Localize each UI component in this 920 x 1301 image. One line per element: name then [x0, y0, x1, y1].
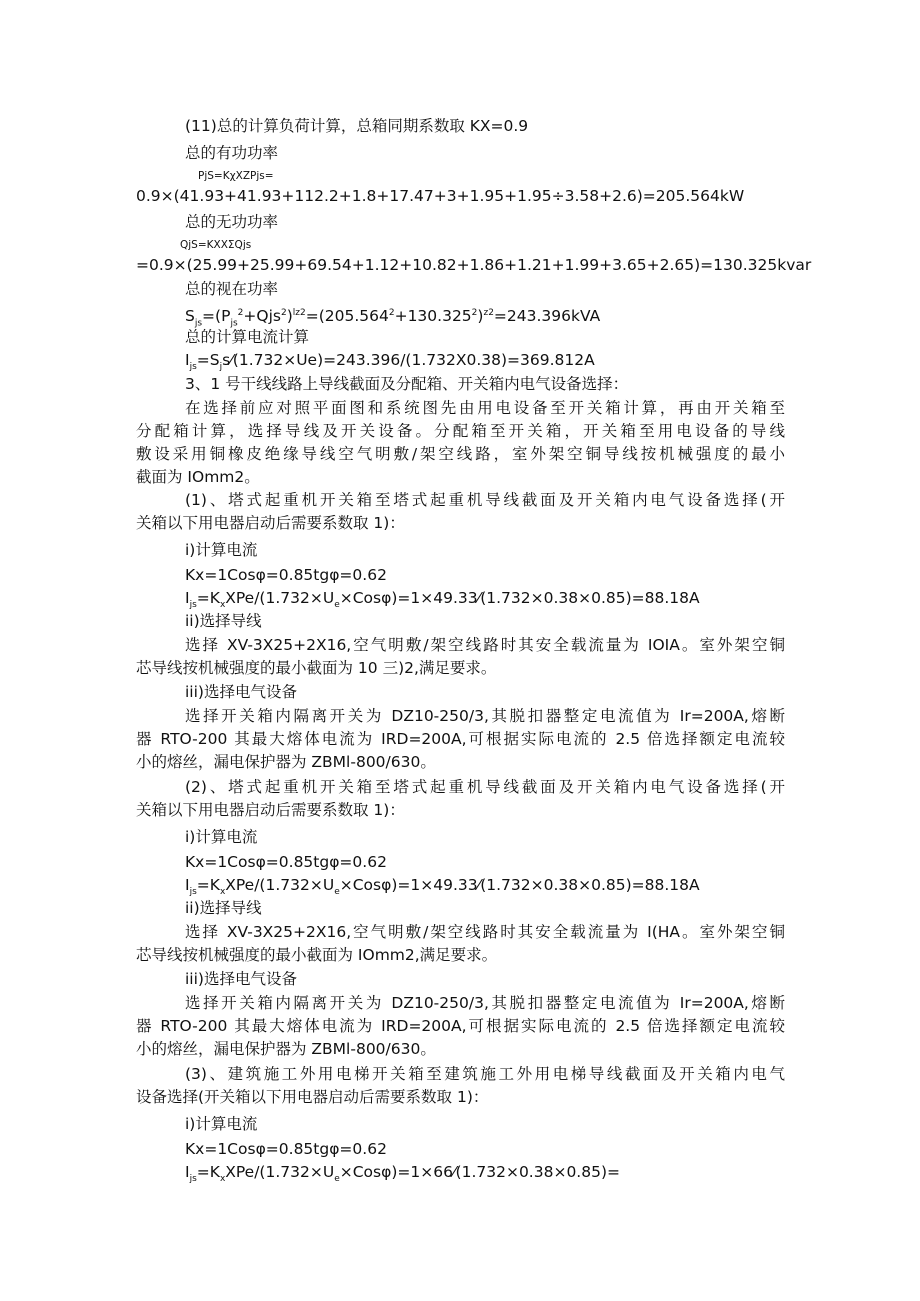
paragraph-line: 选择 XV-3X25+2X16,空气明敷/架空线路时其安全载流量为 I(HA。室外架空铜: [185, 923, 785, 941]
paragraph-line: 总的无功功率: [185, 213, 279, 231]
formula-line: 0.9×(41.93+41.93+112.2+1.8+17.47+3+1.95+1.95÷3.58+2.6)=205.564kW: [136, 187, 745, 205]
step-heading: ii)选择导线: [185, 899, 262, 917]
formula-line: $I_{js}=K_xXPe/(1.732\times U_e\times Cos\varphi)=1\times 49.33⁄(1.732\times 0.38\times 0.85)=88.18A$: [185, 876, 700, 898]
paragraph-line: 芯导线按机械强度的最小截面为 10 三)2,满足要求。: [136, 659, 497, 677]
item-heading: (2)、塔式起重机开关箱至塔式起重机导线截面及开关箱内电气设备选择(开: [185, 778, 785, 796]
paragraph-line: 在选择前应对照平面图和系统图先由用电设备至开关箱计算，再由开关箱至: [185, 399, 785, 417]
formula-line: $I_{js}=S_js⁄(1.732\times Ue)=243.396/(1.732X0.38)=369.812A$: [185, 351, 595, 373]
formula-line: $I_{js}=K_xXPe/(1.732\times U_e\times Cos\varphi)=1\times 66⁄(1.732\times 0.38\times 0.85)=$: [185, 1163, 620, 1185]
step-heading: iii)选择电气设备: [185, 683, 297, 701]
paragraph-line: 总的视在功率: [185, 280, 279, 298]
item-heading: 关箱以下用电器启动后需要系数取 1)：: [136, 514, 405, 532]
step-heading: i)计算电流: [185, 541, 258, 559]
step-heading: i)计算电流: [185, 828, 258, 846]
formula-line: Kx=1Cosφ=0.85tgφ=0.62: [185, 566, 387, 584]
paragraph-line: 器 RTO-200 其最大熔体电流为 IRD=200A,可根据实际电流的 2.5 倍选择额定电流较: [136, 1017, 785, 1035]
paragraph-line: 器 RTO-200 其最大熔体电流为 IRD=200A,可根据实际电流的 2.5 倍选择额定电流较: [136, 730, 785, 748]
formula-line: $S_{js}=(P_{js}^2+Qjs^2)^{lz2}=(205.564^2+130.325^2)^{z2}=243.396kVA$: [185, 307, 601, 329]
formula-line: =0.9×(25.99+25.99+69.54+1.12+10.82+1.86+1.21+1.99+3.65+2.65)=130.325kvar: [136, 256, 812, 274]
formula-label: PjS=KχXZPjs=: [198, 170, 274, 182]
paragraph-line: 总的计算电流计算: [185, 328, 310, 346]
paragraph-line: 分配箱计算，选择导线及开关设备。分配箱至开关箱，开关箱至用电设备的导线: [136, 422, 785, 440]
item-heading: 关箱以下用电器启动后需要系数取 1)：: [136, 801, 405, 819]
item-heading: (3)、建筑施工外用电梯开关箱至建筑施工外用电梯导线截面及开关箱内电气: [185, 1065, 785, 1083]
item-heading: (1)、塔式起重机开关箱至塔式起重机导线截面及开关箱内电气设备选择(开: [185, 491, 785, 509]
formula-line: Kx=1Cosφ=0.85tgφ=0.62: [185, 853, 387, 871]
paragraph-line: 小的熔丝，漏电保护器为 ZBMl-800/630。: [136, 753, 436, 771]
formula-line: $I_{js}=K_xXPe/(1.732\times U_e\times Cos\varphi)=1\times 49.33⁄(1.732\times 0.38\times 0.85)=88.18A$: [185, 589, 700, 611]
step-heading: ii)选择导线: [185, 612, 262, 630]
item-heading: 设备选择(开关箱以下用电器启动后需要系数取 1)：: [136, 1088, 489, 1106]
paragraph-line: 总的有功功率: [185, 144, 279, 162]
step-heading: iii)选择电气设备: [185, 970, 297, 988]
step-heading: i)计算电流: [185, 1115, 258, 1133]
paragraph-line: 小的熔丝，漏电保护器为 ZBMl-800/630。: [136, 1040, 436, 1058]
paragraph-line: (11)总的计算负荷计算，总箱同期系数取 KX=0.9: [185, 117, 529, 135]
paragraph-line: 选择开关箱内隔离开关为 DZ10-250/3,其脱扣器整定电流值为 Ir=200A,熔断: [185, 994, 785, 1012]
paragraph-line: 芯导线按机械强度的最小截面为 IOmm2,满足要求。: [136, 946, 498, 964]
formula-label: QjS=KXXΣQjs: [180, 239, 252, 251]
section-heading: 3、1 号干线线路上导线截面及分配箱、开关箱内电气设备选择：: [185, 375, 629, 393]
paragraph-line: 截面为 IOmm2。: [136, 468, 260, 486]
paragraph-line: 敷设采用铜橡皮绝缘导线空气明敷/架空线路，室外架空铜导线按机械强度的最小: [136, 445, 785, 463]
paragraph-line: 选择 XV-3X25+2X16,空气明敷/架空线路时其安全载流量为 IOIA。室外架空铜: [185, 636, 785, 654]
formula-line: Kx=1Cosφ=0.85tgφ=0.62: [185, 1140, 387, 1158]
paragraph-line: 选择开关箱内隔离开关为 DZ10-250/3,其脱扣器整定电流值为 Ir=200A,熔断: [185, 707, 785, 725]
